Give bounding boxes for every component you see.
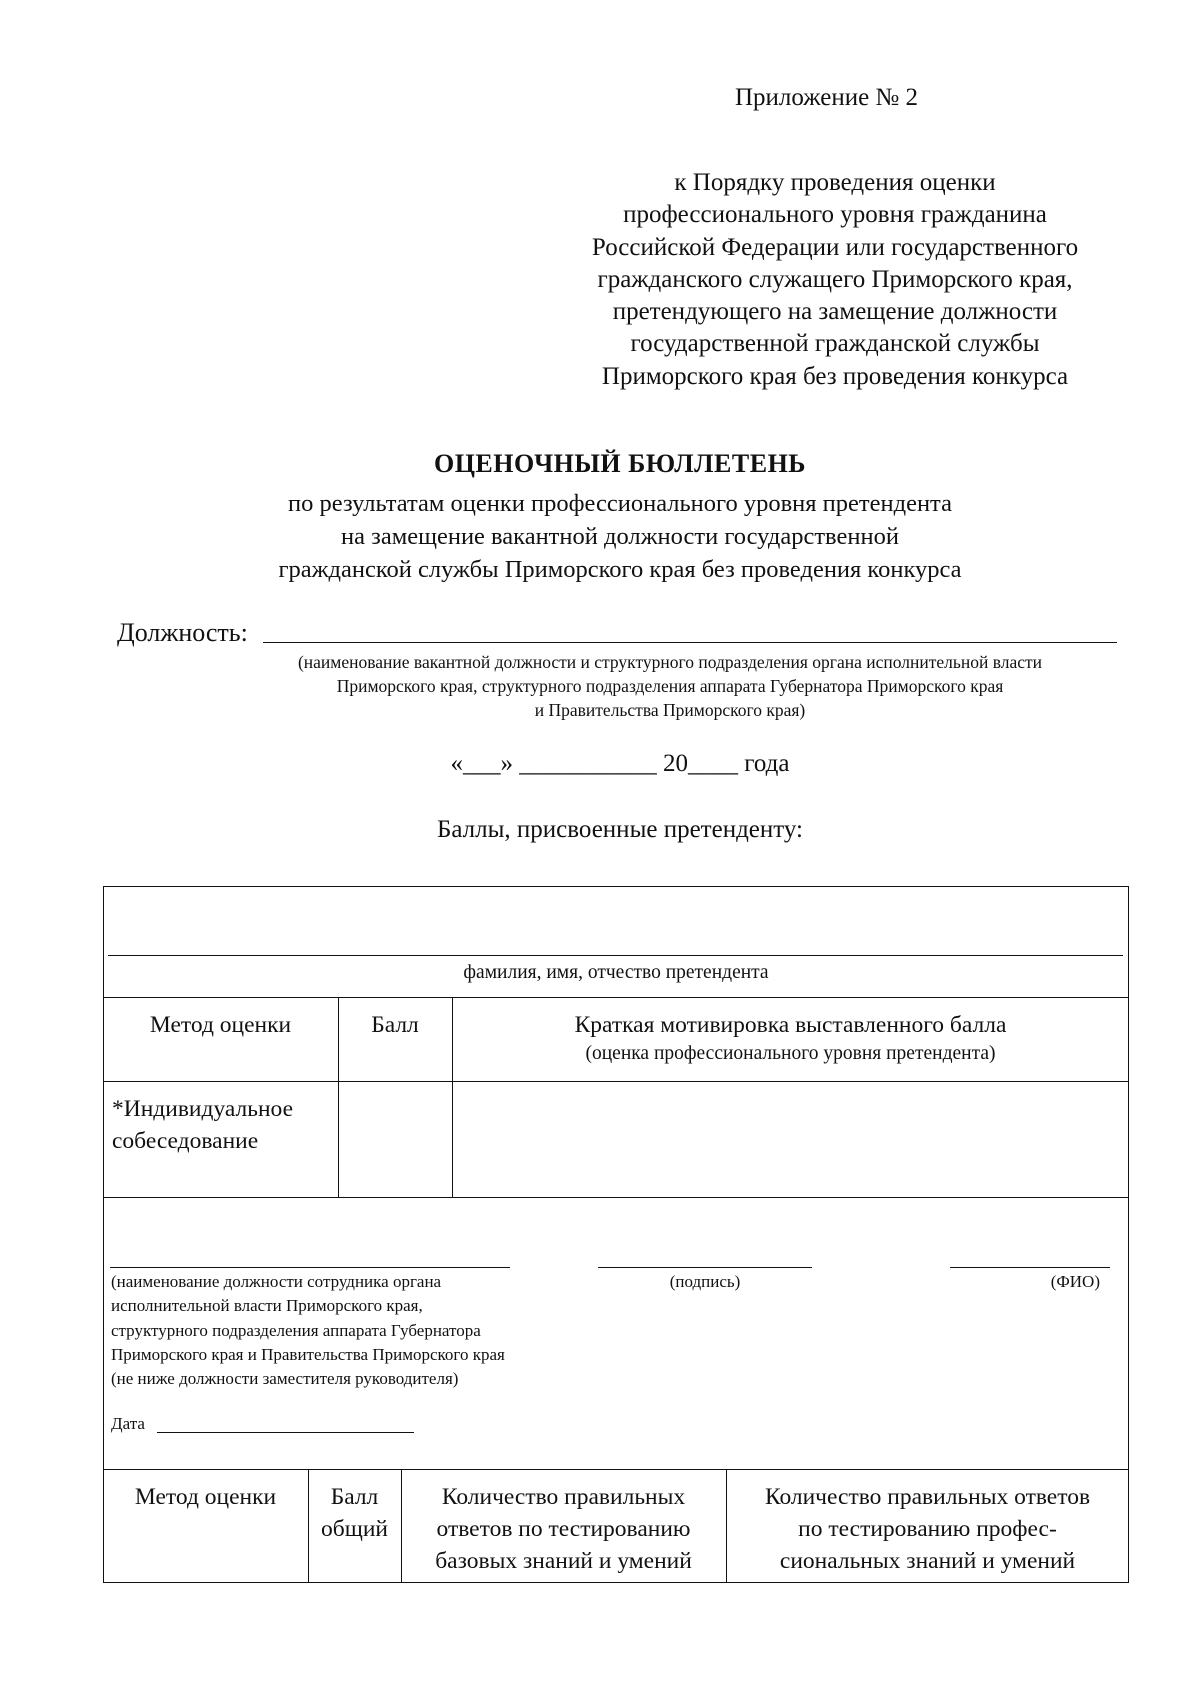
header-line: по тестированию профес- bbox=[798, 1516, 1057, 1542]
subtitle-line: на замещение вакантной должности государственной bbox=[341, 523, 899, 550]
date-row[interactable]: «___» ___________ 20____ года bbox=[450, 750, 790, 777]
appendix-title: Приложение № 2 bbox=[735, 84, 919, 111]
header-line: сиональных знаний и умений bbox=[779, 1548, 1076, 1574]
appendix-line: к Порядку проведения оценки bbox=[674, 169, 996, 196]
position-label: Должность: bbox=[117, 618, 248, 647]
table-divider bbox=[103, 997, 1129, 998]
date-label: Дата bbox=[111, 1414, 145, 1433]
subtitle-line: гражданской службы Приморского края без проведения конкурса bbox=[278, 556, 962, 583]
official-position-line[interactable] bbox=[110, 1267, 510, 1268]
caption-line: Приморского края и Правительства Приморского края bbox=[111, 1344, 505, 1364]
table-divider bbox=[103, 1469, 1129, 1470]
method-cell bbox=[112, 1093, 293, 1157]
position-field[interactable] bbox=[263, 642, 1117, 643]
column-header-total-score bbox=[308, 1481, 401, 1545]
fio-line[interactable] bbox=[108, 955, 1123, 956]
bulletin-title: ОЦЕНОЧНЫЙ БЮЛЛЕТЕНЬ bbox=[433, 449, 806, 478]
header-line: Количество правильных bbox=[441, 1484, 686, 1510]
appendix-line: Российской Федерации или государственного bbox=[591, 233, 1079, 261]
official-fio-line[interactable] bbox=[950, 1267, 1110, 1268]
header-line: базовых знаний и умений bbox=[435, 1548, 692, 1574]
header-line: Балл bbox=[330, 1484, 379, 1510]
column-header-reason-sub: (оценка профессионального уровня претендента) bbox=[585, 1043, 996, 1064]
hint-line: (наименование вакантной должности и структурного подразделения органа исполнительной власти bbox=[297, 652, 1043, 672]
table-divider bbox=[103, 1197, 1129, 1198]
official-position-caption bbox=[111, 1270, 631, 1391]
caption-line: (наименование должности сотрудника органа bbox=[111, 1272, 442, 1291]
appendix-line: государственной гражданской службы bbox=[630, 330, 1040, 358]
method-line: *Индивидуальное bbox=[112, 1096, 294, 1122]
appendix-reference bbox=[550, 167, 1120, 393]
method-line: собеседование bbox=[112, 1128, 259, 1154]
caption-line: структурного подразделения аппарата Губернатора bbox=[111, 1320, 481, 1340]
subtitle-line: по результатам оценки профессионального уровня претендента bbox=[288, 490, 952, 517]
reason-input-cell[interactable] bbox=[454, 1083, 1127, 1195]
header-line: Количество правильных ответов bbox=[764, 1484, 1091, 1510]
header-line: общий bbox=[321, 1516, 388, 1542]
score-input-cell[interactable] bbox=[340, 1083, 450, 1195]
caption-line: исполнительной власти Приморского края, bbox=[111, 1296, 423, 1316]
appendix-line: профессионального уровня гражданина bbox=[623, 201, 1047, 229]
appendix-line: Приморского края без проведения конкурса bbox=[601, 362, 1069, 390]
appendix-line: гражданского служащего Приморского края, bbox=[597, 265, 1073, 293]
table-divider bbox=[103, 1081, 1129, 1082]
fio-caption: фамилия, имя, отчество претендента bbox=[463, 962, 769, 983]
hint-line: Приморского края, структурного подразделения аппарата Губернатора Приморского края bbox=[336, 676, 1004, 696]
scores-label: Баллы, присвоенные претенденту: bbox=[437, 816, 803, 843]
column-header-basic-knowledge bbox=[401, 1481, 726, 1577]
column-header-professional-knowledge bbox=[726, 1481, 1129, 1577]
appendix-line: претендующего на замещение должности bbox=[612, 298, 1058, 326]
column-header-method: Метод оценки bbox=[134, 1484, 277, 1510]
scores-table-frame bbox=[103, 886, 1129, 1583]
column-header-method: Метод оценки bbox=[149, 1012, 292, 1038]
official-fio-caption: (ФИО) bbox=[1050, 1272, 1100, 1291]
signature-caption: (подпись) bbox=[669, 1272, 741, 1291]
bulletin-subtitle bbox=[140, 487, 1100, 586]
column-header-score: Балл bbox=[371, 1012, 419, 1038]
column-header-reason: Краткая мотивировка выставленного балла bbox=[574, 1012, 1007, 1038]
position-hint bbox=[220, 650, 1120, 722]
hint-line: и Правительства Приморского края) bbox=[534, 700, 806, 720]
signature-line[interactable] bbox=[598, 1267, 812, 1268]
caption-line: (не ниже должности заместителя руководителя) bbox=[111, 1369, 459, 1389]
date-line[interactable] bbox=[157, 1432, 414, 1433]
header-line: ответов по тестированию bbox=[436, 1516, 691, 1542]
